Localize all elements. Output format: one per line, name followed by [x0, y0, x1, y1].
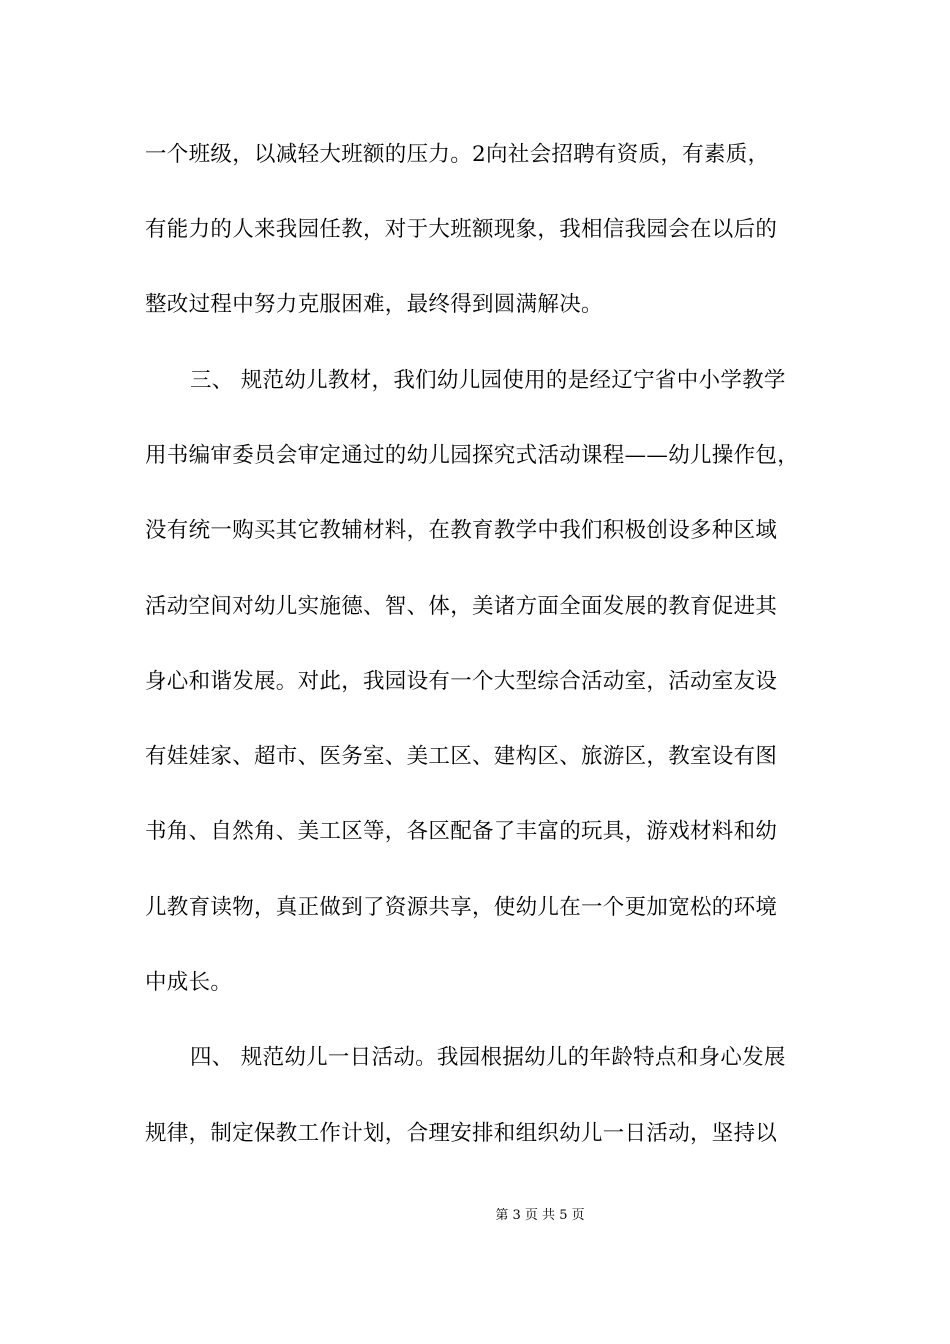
section-3-heading-line: 三、 规范幼儿教材，我们幼儿园使用的是经辽宁省中小学教学: [190, 368, 786, 393]
text-line-12: 中成长。: [145, 970, 233, 995]
text-line-14: 规律，制定保教工作计划，合理安排和组织幼儿一日活动，坚持以: [145, 1121, 778, 1146]
page-number-footer: 第 3 页 共 5 页: [495, 1208, 585, 1223]
text-line-1: 一个班级，以减轻大班额的压力。2向社会招聘有资质，有素质，: [145, 142, 770, 167]
text-line-6: 没有统一购买其它教辅材料，在教育教学中我们积极创设多种区域: [145, 518, 778, 543]
text-line-7: 活动空间对幼儿实施德、智、体，美诸方面全面发展的教育促进其: [145, 594, 778, 619]
text-line-11: 儿教育读物，真正做到了资源共享，使幼儿在一个更加宽松的环境: [145, 895, 778, 920]
section-4-heading-line: 四、 规范幼儿一日活动。我园根据幼儿的年龄特点和身心发展: [190, 1045, 786, 1070]
text-line-2: 有能力的人来我园任教，对于大班额现象，我相信我园会在以后的: [145, 217, 778, 242]
text-line-3: 整改过程中努力克服困难，最终得到圆满解决。: [145, 292, 603, 317]
text-line-9: 有娃娃家、超市、医务室、美工区、建构区、旅游区，教室设有图: [145, 744, 778, 769]
text-line-10: 书角、自然角、美工区等，各区配备了丰富的玩具，游戏材料和幼: [145, 819, 778, 844]
text-line-8: 身心和谐发展。对此，我园设有一个大型综合活动室，活动室友设: [145, 669, 778, 694]
text-line-5: 用书编审委员会审定通过的幼儿园探究式活动课程——幼儿操作包，: [145, 443, 800, 468]
